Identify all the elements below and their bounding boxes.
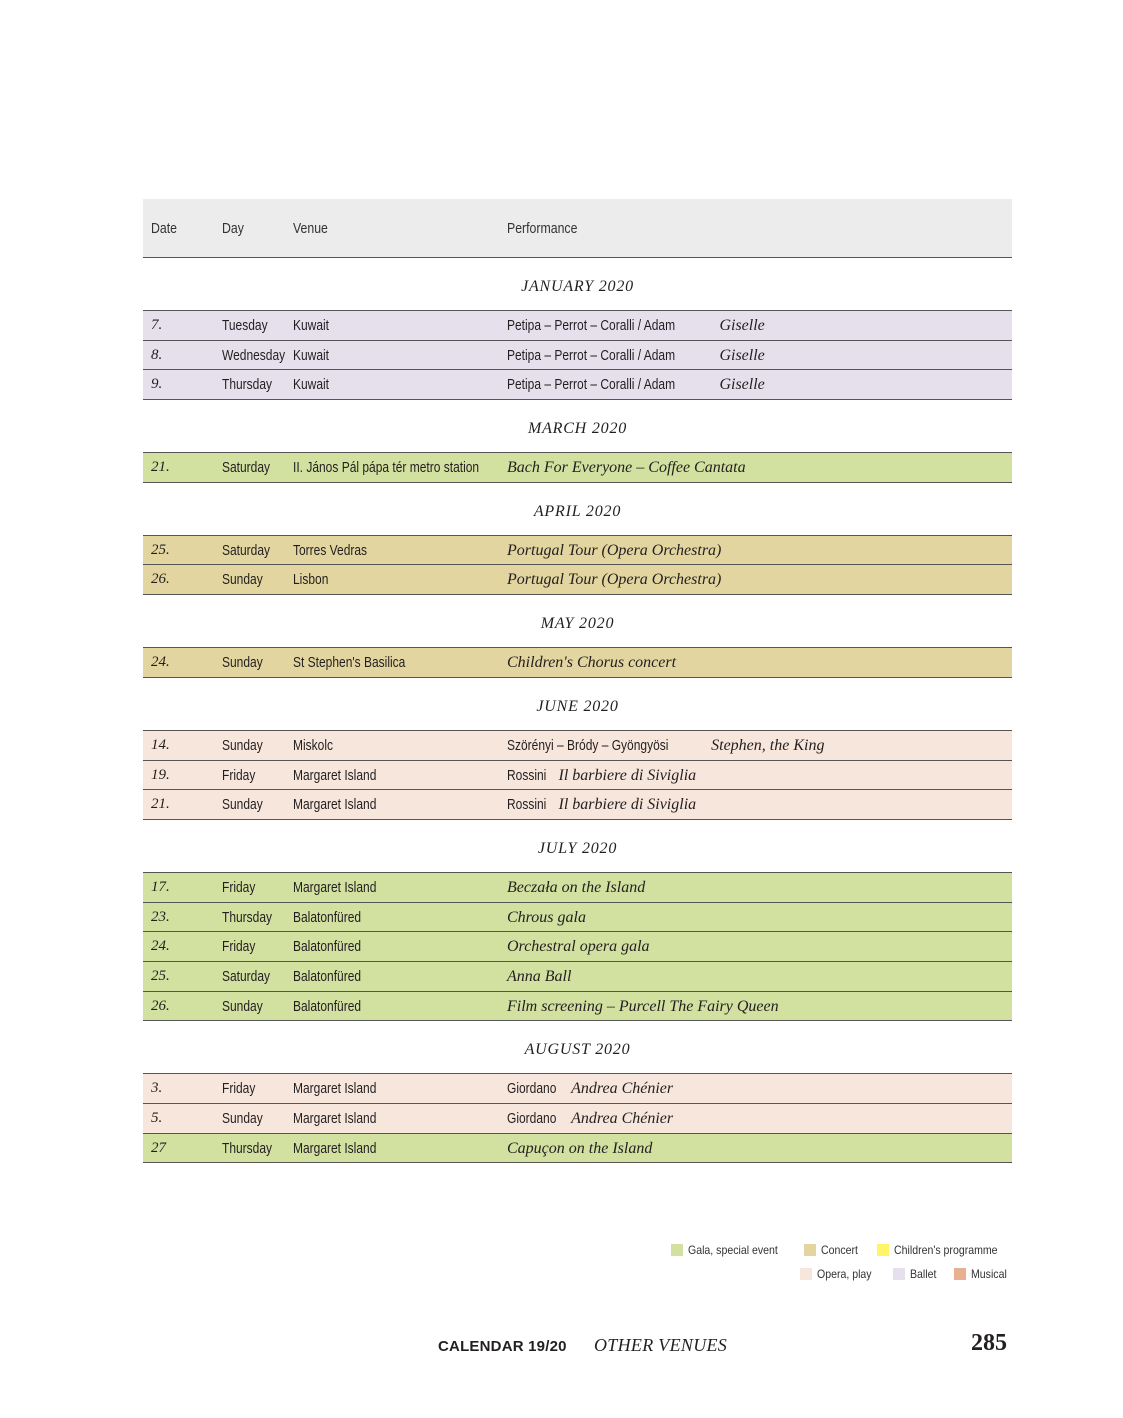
row-performance: [507, 737, 824, 755]
row-venue: Balatonfüred: [293, 997, 362, 1015]
row-day: Friday: [222, 878, 256, 896]
row-performance: [507, 968, 571, 986]
row-day: Sunday: [222, 654, 263, 672]
row-performance: [507, 317, 765, 335]
legend-label: Children's programme: [894, 1243, 998, 1257]
row-title: Il barbiere di Siviglia: [558, 796, 697, 814]
row-title: Bach For Everyone – Coffee Cantata: [507, 459, 746, 477]
month-heading-label: JUNE 2020: [536, 697, 619, 715]
row-title: Anna Ball: [507, 967, 572, 985]
month-heading-label: MAY 2020: [540, 615, 615, 633]
row-day: Thursday: [222, 908, 273, 926]
schedule-table: [143, 199, 1012, 1163]
row-title: Portugal Tour (Opera Orchestra): [507, 571, 722, 589]
month-groups: [143, 258, 1012, 1163]
row-day: Friday: [222, 766, 256, 784]
table-row: [143, 932, 1012, 962]
row-venue: Kuwait: [293, 317, 330, 334]
row-performance: [507, 998, 779, 1016]
legend-swatch: [800, 1268, 812, 1280]
month-heading: [143, 820, 1012, 873]
row-composer: Giordano: [507, 1080, 557, 1098]
row-performance: [507, 347, 765, 365]
row-venue: St Stephen's Basilica: [293, 654, 406, 672]
legend-row: [671, 1243, 1012, 1257]
header-venue: Venue: [293, 220, 328, 237]
page-number: 285: [971, 1330, 1007, 1356]
row-composer: Petipa – Perrot – Coralli / Adam: [507, 376, 676, 394]
row-date: 7.: [151, 317, 163, 333]
row-date: 19.: [151, 766, 170, 783]
legend-item: [893, 1267, 940, 1281]
row-title: Children's Chorus concert: [507, 654, 677, 672]
row-date: 24.: [151, 938, 170, 955]
row-venue: Balatonfüred: [293, 967, 362, 985]
legend-swatch: [671, 1244, 683, 1256]
row-day: Sunday: [222, 997, 263, 1015]
row-venue: Torres Vedras: [293, 541, 368, 559]
row-composer: Rossini: [507, 796, 547, 814]
table-row: [143, 565, 1012, 595]
row-day: Sunday: [222, 571, 263, 589]
row-day: Saturday: [222, 967, 271, 985]
month-heading-label: MARCH 2020: [527, 420, 628, 438]
footer-calendar-label: CALENDAR 19/20: [438, 1338, 567, 1355]
row-venue: Lisbon: [293, 571, 329, 589]
row-title: Il barbiere di Siviglia: [558, 766, 697, 784]
row-date: 21.: [151, 796, 170, 813]
row-date: 26.: [151, 571, 170, 588]
table-row: [143, 370, 1012, 400]
row-performance: [507, 571, 721, 589]
month-heading: [143, 1021, 1012, 1074]
table-row: [143, 536, 1012, 566]
footer-section-label: OTHER VENUES: [594, 1335, 728, 1355]
legend-item: [954, 1267, 1012, 1281]
row-performance: [507, 767, 696, 785]
table-row: [143, 731, 1012, 761]
table-row: [143, 873, 1012, 903]
row-title: Film screening – Purcell The Fairy Queen: [507, 997, 779, 1015]
table-row: [143, 453, 1012, 483]
legend-label: Ballet: [910, 1267, 937, 1281]
table-row: [143, 648, 1012, 678]
legend-item: [877, 1243, 1012, 1257]
legend-label: Concert: [821, 1243, 859, 1257]
month-heading: [143, 595, 1012, 648]
row-title: Portugal Tour (Opera Orchestra): [507, 541, 722, 559]
row-day: Wednesday: [222, 346, 286, 364]
row-performance: [507, 542, 721, 560]
row-performance: [507, 459, 746, 477]
row-title: Andrea Chénier: [571, 1110, 674, 1127]
row-composer: Szörényi – Bródy – Gyöngyösi: [507, 736, 669, 754]
row-venue: Margaret Island: [293, 1110, 377, 1127]
row-date: 3.: [151, 1080, 163, 1097]
row-day: Thursday: [222, 1139, 273, 1157]
legend-swatch: [877, 1244, 889, 1256]
row-composer: Petipa – Perrot – Coralli / Adam: [507, 346, 676, 364]
legend-label: Gala, special event: [688, 1243, 779, 1257]
row-date: 26.: [151, 997, 170, 1014]
month-heading-label: AUGUST 2020: [524, 1041, 631, 1059]
row-performance: [507, 1110, 673, 1128]
row-title: Giselle: [719, 317, 765, 334]
legend-swatch: [804, 1244, 816, 1256]
row-venue: Balatonfüred: [293, 908, 362, 926]
month-heading-label: JULY 2020: [537, 839, 618, 857]
row-title: Chrous gala: [507, 908, 586, 926]
row-title: Capuçon on the Island: [507, 1139, 653, 1157]
row-date: 5.: [151, 1110, 163, 1126]
row-day: Sunday: [222, 736, 263, 754]
month-heading-label: JANUARY 2020: [521, 278, 634, 295]
row-composer: Giordano: [507, 1110, 557, 1127]
table-row: [143, 903, 1012, 933]
month-heading: [143, 400, 1012, 453]
row-performance: [507, 376, 765, 394]
legend-swatch: [954, 1268, 966, 1280]
row-venue: Margaret Island: [293, 1139, 377, 1157]
legend-swatch: [893, 1268, 905, 1280]
legend-row: [671, 1267, 1012, 1281]
row-performance: [507, 1140, 652, 1158]
row-title: Giselle: [719, 376, 765, 394]
row-date: 23.: [151, 908, 170, 925]
row-performance: [507, 938, 650, 956]
row-day: Sunday: [222, 796, 263, 814]
month-heading: [143, 678, 1012, 731]
row-performance: [507, 654, 676, 672]
row-day: Tuesday: [222, 317, 268, 334]
table-row: [143, 992, 1012, 1022]
table-row: [143, 962, 1012, 992]
table-row: [143, 761, 1012, 791]
row-date: 8.: [151, 346, 163, 363]
row-day: Saturday: [222, 541, 271, 559]
legend-label: Opera, play: [817, 1267, 872, 1281]
row-venue: Margaret Island: [293, 766, 377, 784]
row-venue: Kuwait: [293, 346, 330, 364]
row-day: Friday: [222, 938, 256, 956]
row-date: 24.: [151, 654, 170, 671]
row-composer: Rossini: [507, 766, 547, 784]
row-date: 25.: [151, 541, 170, 558]
row-title: Giselle: [719, 346, 765, 364]
row-venue: Balatonfüred: [293, 938, 362, 956]
category-legend: [671, 1243, 1012, 1291]
row-date: 25.: [151, 967, 170, 984]
row-day: Sunday: [222, 1110, 263, 1127]
row-date: 21.: [151, 459, 170, 476]
row-day: Thursday: [222, 376, 273, 394]
row-performance: [507, 796, 696, 814]
legend-item: [804, 1243, 863, 1257]
table-header: [143, 199, 1012, 258]
row-venue: Margaret Island: [293, 796, 377, 814]
row-venue: Margaret Island: [293, 1080, 377, 1098]
table-row: [143, 1074, 1012, 1104]
legend-item: [671, 1243, 790, 1257]
row-composer: Petipa – Perrot – Coralli / Adam: [507, 317, 676, 334]
header-day: Day: [222, 220, 244, 237]
row-venue: Margaret Island: [293, 878, 377, 896]
month-heading-label: APRIL 2020: [533, 502, 622, 520]
row-title: Stephen, the King: [711, 736, 825, 754]
month-heading: [143, 258, 1012, 311]
page-footer: [0, 1330, 1123, 1360]
row-performance: [507, 879, 645, 897]
table-row: [143, 341, 1012, 371]
row-day: Friday: [222, 1080, 256, 1098]
month-heading: [143, 483, 1012, 536]
row-date: 27: [151, 1139, 166, 1156]
legend-item: [800, 1267, 879, 1281]
table-row: [143, 311, 1012, 341]
legend-label: Musical: [971, 1267, 1008, 1281]
table-row: [143, 1104, 1012, 1134]
row-venue: Miskolc: [293, 736, 334, 754]
row-title: Orchestral opera gala: [507, 938, 650, 956]
row-performance: [507, 909, 586, 927]
table-row: [143, 1134, 1012, 1164]
row-title: Beczała on the Island: [507, 878, 646, 896]
row-date: 17.: [151, 878, 170, 895]
row-day: Saturday: [222, 459, 271, 477]
table-row: [143, 790, 1012, 820]
row-date: 14.: [151, 736, 170, 753]
row-venue: Kuwait: [293, 376, 330, 394]
row-title: Andrea Chénier: [571, 1080, 674, 1098]
header-date: Date: [151, 220, 177, 237]
row-date: 9.: [151, 376, 163, 393]
header-performance: Performance: [507, 220, 578, 237]
row-venue: II. János Pál pápa tér metro station: [293, 459, 480, 477]
row-performance: [507, 1080, 673, 1098]
